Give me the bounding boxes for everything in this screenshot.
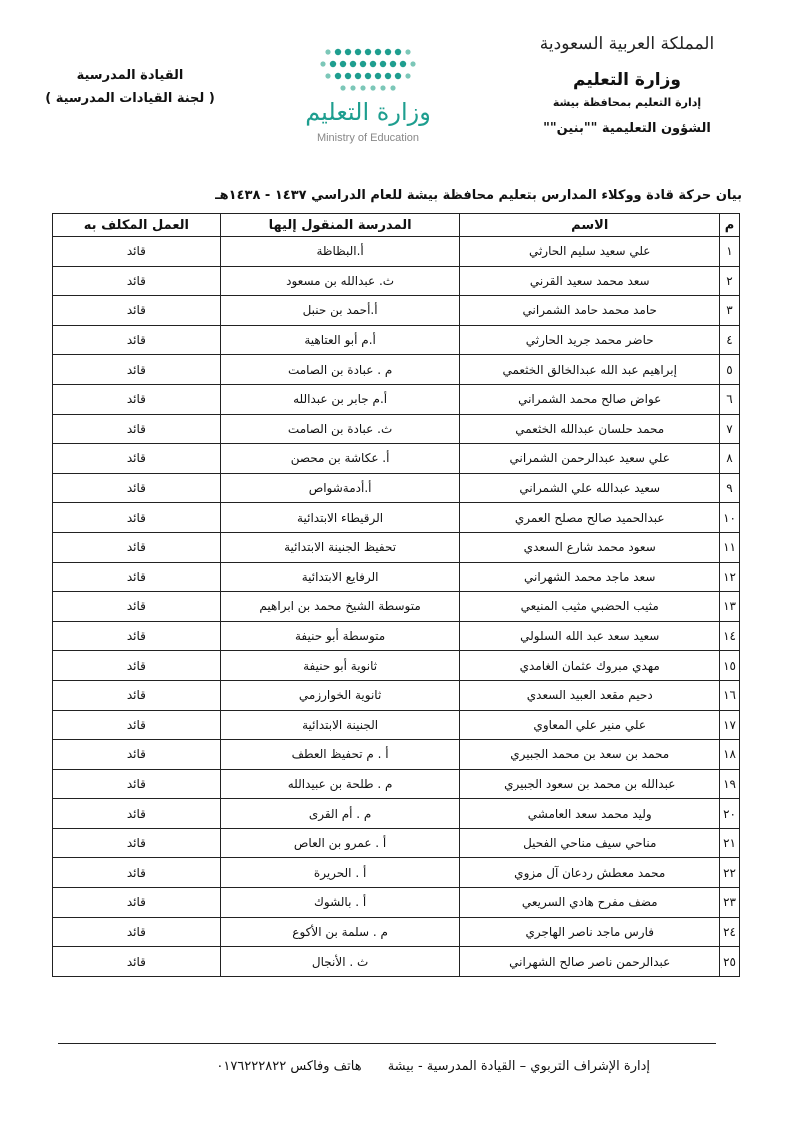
table-row: [53, 651, 740, 681]
cell-name: مناحي سيف مناحي الفحيل: [460, 828, 720, 858]
ministry-name: وزارة التعليم: [573, 70, 681, 90]
cell-num: ٧: [720, 414, 740, 444]
cell-school: متوسطة الشيخ محمد بن ابراهيم: [220, 592, 460, 622]
table-row: [53, 237, 740, 267]
cell-role: قائد: [53, 266, 221, 296]
cell-num: ١٨: [720, 740, 740, 770]
table-row: [53, 355, 740, 385]
cell-num: ١٥: [720, 651, 740, 681]
cell-role: قائد: [53, 444, 221, 474]
table-row: [53, 592, 740, 622]
cell-name: فارس ماجد ناصر الهاجري: [460, 917, 720, 947]
cell-num: ٢١: [720, 828, 740, 858]
cell-school: أ.م أبو العتاهية: [220, 325, 460, 355]
cell-school: ثانوية أبو حنيفة: [220, 651, 460, 681]
cell-school: تحفيظ الجنينة الابتدائية: [220, 532, 460, 562]
cell-name: سعود محمد شارع السعدي: [460, 532, 720, 562]
cell-role: قائد: [53, 296, 221, 326]
cell-school: متوسطة أبو حنيفة: [220, 621, 460, 651]
footer-divider: [58, 1043, 716, 1044]
logo-arabic-text: وزارة التعليم: [305, 98, 431, 126]
cell-name: علي سعيد سليم الحارثي: [460, 237, 720, 267]
directorate-name: إدارة التعليم بمحافظة بيشة: [552, 96, 702, 109]
table-row: [53, 562, 740, 592]
cell-role: قائد: [53, 947, 221, 977]
cell-name: محمد معطش ردعان آل مزوي: [460, 858, 720, 888]
cell-name: محمد بن سعد بن محمد الجبيري: [460, 740, 720, 770]
cell-school: أ.أحمد بن حنبل: [220, 296, 460, 326]
cell-role: قائد: [53, 858, 221, 888]
cell-num: ٣: [720, 296, 740, 326]
table-row: [53, 917, 740, 947]
cell-role: قائد: [53, 325, 221, 355]
cell-role: قائد: [53, 799, 221, 829]
cell-num: ٦: [720, 384, 740, 414]
cell-num: ١١: [720, 532, 740, 562]
cell-school: ث . الأنجال: [220, 947, 460, 977]
cell-name: حاضر محمد جريد الحارثي: [460, 325, 720, 355]
cell-num: ٨: [720, 444, 740, 474]
cell-school: م . طلحة بن عبيدالله: [220, 769, 460, 799]
cell-role: قائد: [53, 355, 221, 385]
cell-school: م . سلمة بن الأكوع: [220, 917, 460, 947]
table-header-row: [53, 214, 740, 237]
cell-role: قائد: [53, 592, 221, 622]
cell-school: الرفايع الابتدائية: [220, 562, 460, 592]
table-row: [53, 384, 740, 414]
cell-num: ٩: [720, 473, 740, 503]
cell-num: ١٢: [720, 562, 740, 592]
cell-name: مثيب الحضبي مثيب المنيعي: [460, 592, 720, 622]
department-line1: القيادة المدرسية: [76, 68, 184, 83]
header-role: العمل المكلف به: [53, 214, 221, 237]
table-row: [53, 296, 740, 326]
table-row: [53, 799, 740, 829]
ministry-logo-icon: [268, 40, 468, 100]
cell-name: عبدالله بن محمد بن سعود الجبيري: [460, 769, 720, 799]
cell-role: قائد: [53, 562, 221, 592]
table-row: [53, 503, 740, 533]
footer-phone: هاتف وفاكس ٠١٧٦٢٢٢٨٢٢: [216, 1059, 362, 1074]
cell-role: قائد: [53, 828, 221, 858]
cell-num: ١: [720, 237, 740, 267]
table-row: [53, 947, 740, 977]
kingdom-calligraphy: المملكة العربية السعودية: [539, 34, 715, 54]
table-row: [53, 444, 740, 474]
cell-school: أ.البظاظة: [220, 237, 460, 267]
cell-school: ثانوية الخوارزمي: [220, 680, 460, 710]
cell-num: ١٣: [720, 592, 740, 622]
cell-school: م . عبادة بن الصامت: [220, 355, 460, 385]
cell-school: أ. عكاشة بن محصن: [220, 444, 460, 474]
table-row: [53, 680, 740, 710]
cell-num: ١٠: [720, 503, 740, 533]
cell-name: عبدالرحمن ناصر صالح الشهراني: [460, 947, 720, 977]
cell-name: إبراهيم عبد الله عبدالخالق الخثعمي: [460, 355, 720, 385]
cell-name: علي منير علي المعاوي: [460, 710, 720, 740]
transfers-table: [52, 213, 740, 977]
cell-num: ٢٢: [720, 858, 740, 888]
table-row: [53, 473, 740, 503]
table-row: [53, 414, 740, 444]
cell-role: قائد: [53, 237, 221, 267]
cell-role: قائد: [53, 621, 221, 651]
cell-num: ٢٠: [720, 799, 740, 829]
cell-name: وليد محمد سعد العامشي: [460, 799, 720, 829]
cell-num: ٢٥: [720, 947, 740, 977]
cell-num: ١٦: [720, 680, 740, 710]
cell-role: قائد: [53, 680, 221, 710]
cell-school: أ . م تحفيظ العطف: [220, 740, 460, 770]
table-row: [53, 325, 740, 355]
cell-name: سعيد سعد عبد الله السلولي: [460, 621, 720, 651]
cell-num: ١٤: [720, 621, 740, 651]
table-row: [53, 769, 740, 799]
table-row: [53, 710, 740, 740]
cell-name: سعيد عبدالله علي الشمراني: [460, 473, 720, 503]
cell-num: ٢٣: [720, 888, 740, 918]
cell-role: قائد: [53, 651, 221, 681]
cell-school: أ . بالشوك: [220, 888, 460, 918]
cell-name: سعد ماجد محمد الشهراني: [460, 562, 720, 592]
table-row: [53, 888, 740, 918]
document-title: بيان حركة قادة ووكلاء المدارس بتعليم محافظة بيشة للعام الدراسي ١٤٣٧ - ١٤٣٨هـ: [215, 188, 742, 203]
cell-role: قائد: [53, 414, 221, 444]
cell-name: سعد محمد سعيد القرني: [460, 266, 720, 296]
cell-role: قائد: [53, 917, 221, 947]
cell-name: مضف مفرح هادي السريعي: [460, 888, 720, 918]
header-num: م: [720, 214, 740, 237]
letterhead: [522, 34, 732, 136]
cell-school: ث. عبدالله بن مسعود: [220, 266, 460, 296]
cell-num: ١٩: [720, 769, 740, 799]
cell-name: حامد محمد حامد الشمراني: [460, 296, 720, 326]
cell-school: الجنينة الابتدائية: [220, 710, 460, 740]
footer-office: إدارة الإشراف التربوي – القيادة المدرسية - بيشة: [387, 1059, 650, 1074]
cell-school: أ . الحريرة: [220, 858, 460, 888]
header-school: المدرسة المنقول إليها: [220, 214, 460, 237]
cell-num: ٤: [720, 325, 740, 355]
footer: [194, 1059, 650, 1074]
cell-name: عواض صالح محمد الشمراني: [460, 384, 720, 414]
table-body: [53, 237, 740, 977]
cell-school: ث. عبادة بن الصامت: [220, 414, 460, 444]
cell-role: قائد: [53, 769, 221, 799]
cell-name: مهدي مبروك عثمان الغامدي: [460, 651, 720, 681]
cell-school: م . أم القرى: [220, 799, 460, 829]
cell-num: ٢: [720, 266, 740, 296]
cell-school: أ.م جابر بن عبدالله: [220, 384, 460, 414]
cell-school: أ . عمرو بن العاص: [220, 828, 460, 858]
cell-name: محمد حلسان عبدالله الخثعمي: [460, 414, 720, 444]
cell-role: قائد: [53, 384, 221, 414]
cell-num: ٢٤: [720, 917, 740, 947]
affairs-name: الشؤون التعليمية ""بنين"": [543, 121, 711, 136]
table-row: [53, 621, 740, 651]
header-name: الاسم: [460, 214, 720, 237]
department-line2: ( لجنة القيادات المدرسية ): [45, 91, 215, 106]
table-row: [53, 740, 740, 770]
logo-english-text: Ministry of Education: [316, 132, 420, 144]
ministry-logo: [268, 40, 468, 152]
cell-role: قائد: [53, 532, 221, 562]
table-row: [53, 266, 740, 296]
cell-name: دحيم مقعد العبيد السعدي: [460, 680, 720, 710]
cell-role: قائد: [53, 740, 221, 770]
cell-role: قائد: [53, 888, 221, 918]
cell-num: ١٧: [720, 710, 740, 740]
cell-name: علي سعيد عبدالرحمن الشمراني: [460, 444, 720, 474]
table-row: [53, 828, 740, 858]
cell-role: قائد: [53, 710, 221, 740]
table-row: [53, 532, 740, 562]
cell-num: ٥: [720, 355, 740, 385]
cell-role: قائد: [53, 473, 221, 503]
department-block: [30, 68, 230, 106]
cell-role: قائد: [53, 503, 221, 533]
table-row: [53, 858, 740, 888]
cell-name: عبدالحميد صالح مصلح العمري: [460, 503, 720, 533]
cell-school: الرقيطاء الابتدائية: [220, 503, 460, 533]
cell-school: أ.أدمةشواص: [220, 473, 460, 503]
